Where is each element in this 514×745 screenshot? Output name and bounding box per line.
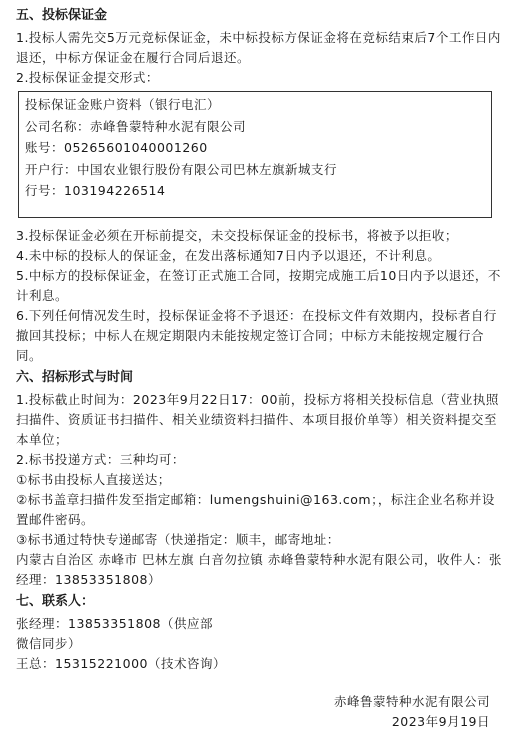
section-6-item-2: 2.标书投递方式：三种均可：	[16, 452, 185, 467]
delivery-method-3: ③标书通过特快专递邮寄（快递指定：顺丰，邮寄地址：	[16, 532, 340, 547]
section-5-item-4: 4.未中标的投标人的保证金，在发出落标通知7日内予以退还，不计利息。	[16, 248, 441, 263]
mailing-address: 内蒙古自治区 赤峰市 巴林左旗 白音勿拉镇 赤峰鲁蒙特种水泥有限公司，收件人：张经理：13853351808）	[16, 552, 502, 587]
section-6-item-1: 1.投标截止时间为：2023年9月22日17：00前，投标方将相关投标信息（营业执照扫描件、资质证书扫描件、相关业绩资料扫描件、本项目报价单等）相关资料提交至本单位；	[16, 392, 499, 447]
section-5-item-2: 2.投标保证金提交形式：	[16, 70, 159, 85]
section-5-item-6: 6.下列任何情况发生时，投标保证金将不予退还：在投标文件有效期内，投标者自行撤回其投标；中标人在规定期限内未能按规定签订合同；中标方未能按规定履行合同。	[16, 308, 497, 363]
contact-wang: 王总：15315221000（技术咨询）	[16, 656, 226, 671]
section-7-title: 七、联系人：	[16, 594, 95, 609]
bank-info-box	[18, 91, 492, 218]
section-5-title: 五、投标保证金	[16, 8, 108, 23]
bank-account-number: 账号：05265601040001260	[25, 140, 208, 155]
signature-company: 赤峰鲁蒙特种水泥有限公司	[333, 694, 490, 709]
delivery-method-2: ②标书盖章扫描件发至指定邮箱：lumengshuini@163.com；，标注企业名称并设置邮件密码。	[16, 492, 495, 527]
contact-zhang: 张经理：13853351808（供应部	[16, 616, 213, 631]
bank-code: 行号：103194226514	[25, 183, 166, 198]
bank-info-title: 投标保证金账户资料（银行电汇）	[25, 97, 221, 112]
bank-branch: 开户行：中国农业银行股份有限公司巴林左旗新城支行	[25, 161, 338, 177]
section-5-item-1: 1.投标人需先交5万元竞标保证金，未中标投标方保证金将在竞标结束后7个工作日内退还，中标方保证金在履行合同后退还。	[16, 30, 501, 65]
section-6-title: 六、招标形式与时间	[16, 370, 134, 385]
delivery-method-1: ①标书由投标人直接送达；	[16, 472, 171, 487]
section-5-item-3: 3.投标保证金必须在开标前提交，未交投标保证金的投标书，将被予以拒收；	[16, 228, 458, 243]
bank-company-name: 公司名称：赤峰鲁蒙特种水泥有限公司	[25, 118, 247, 134]
signature-date: 2023年9月19日	[391, 714, 490, 729]
contact-zhang-wechat: 微信同步）	[16, 636, 82, 651]
section-5-item-5: 5.中标方的投标保证金，在签订正式施工合同，按期完成施工后10日内予以退还，不计利息。	[16, 268, 501, 303]
